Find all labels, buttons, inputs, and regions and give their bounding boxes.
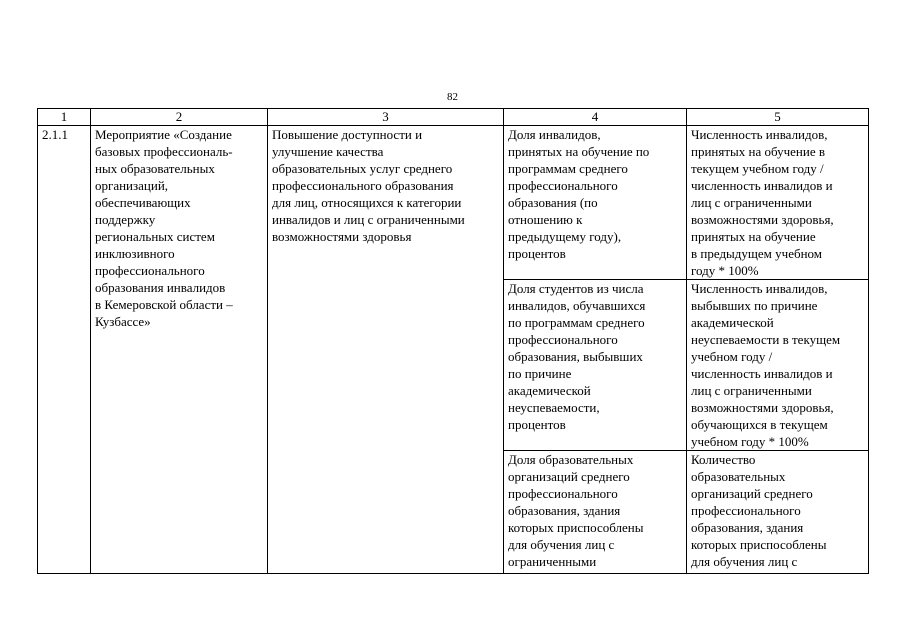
column-header-4: 4	[504, 109, 687, 126]
indicator-formula-cell	[687, 451, 869, 574]
indicator-name: Доля студентов из числа инвалидов, обучавшихся по программам среднего профессионального образования, выбывших по причине академической неуспеваемости, процентов	[508, 281, 646, 432]
event-text: Мероприятие «Создание базовых профессиональ- ных образовательных организаций, обеспечивающих поддержку региональных систем инклюзивного профессионального образования инвалидов в Кемеровской области – Кузбассе»	[95, 127, 233, 329]
column-header-1: 1	[38, 109, 91, 126]
column-number-row	[38, 109, 869, 126]
goal-cell	[268, 126, 504, 574]
indicator-formula: Численность инвалидов, выбывших по причине академической неуспеваемости в текущем учебном году / численность инвалидов и лиц с ограниченными возможностями здоровья, обучающихся в текущем учебном году * 100%	[691, 281, 841, 449]
measures-table	[37, 108, 869, 574]
indicator-name: Доля инвалидов, принятых на обучение по программам среднего профессионального образования (по отношению к предыдущему году), процентов	[508, 127, 650, 261]
column-header-5: 5	[687, 109, 869, 126]
column-header-3: 3	[268, 109, 504, 126]
indicator-name: Доля образовательных организаций среднего профессионального образования, здания которых приспособлены для обучения лиц с ограниченными	[508, 452, 644, 569]
indicator-formula-cell	[687, 280, 869, 451]
indicator-name-cell	[504, 126, 687, 280]
row-number: 2.1.1	[42, 127, 68, 142]
row-number-cell	[38, 126, 91, 574]
indicator-formula: Количество образовательных организаций среднего профессионального образования, здания которых приспособлены для обучения лиц с	[691, 452, 827, 569]
table-row	[38, 126, 869, 280]
column-header-2: 2	[91, 109, 268, 126]
indicator-name-cell	[504, 451, 687, 574]
goal-text: Повышение доступности и улучшение качества образовательных услуг среднего профессионального образования для лиц, относящихся к категории инвалидов и лиц с ограниченными возможностями здоровья	[272, 127, 465, 244]
indicator-formula-cell	[687, 126, 869, 280]
page-number: 82	[447, 91, 458, 103]
indicator-formula: Численность инвалидов, принятых на обучение в текущем учебном году / численность инвалидов и лиц с ограниченными возможностями здоровья, принятых на обучение в предыдущем учебном году * 100%	[691, 127, 834, 278]
indicator-name-cell	[504, 280, 687, 451]
event-cell	[91, 126, 268, 574]
